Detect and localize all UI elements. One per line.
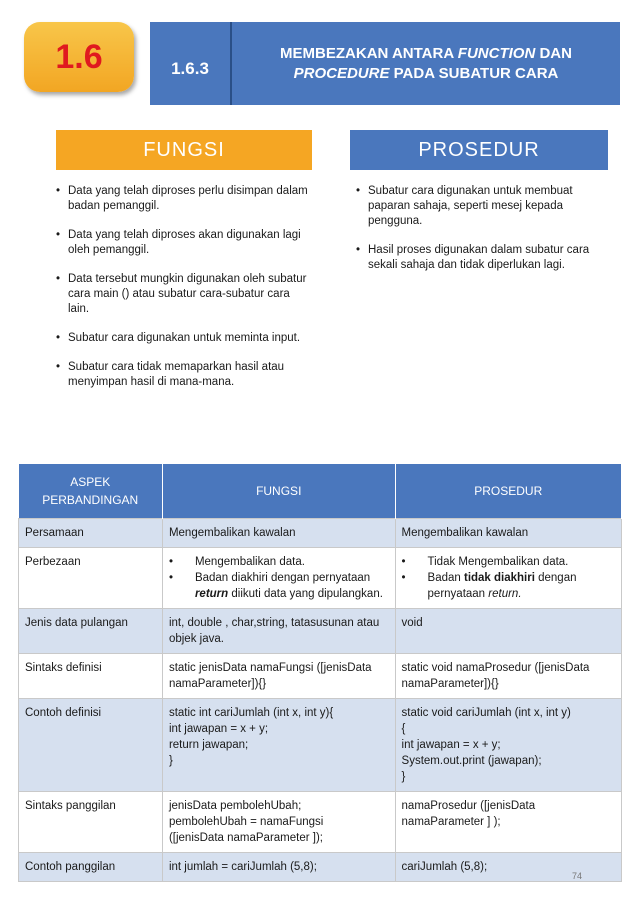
section-title (232, 22, 620, 105)
cell-aspek: Perbezaan (19, 548, 163, 609)
code-line: namaProsedur ([jenisData (401, 800, 536, 812)
list-item: • Subatur cara tidak memaparkan hasil atau menyimpan hasil di mana-mana. (56, 360, 308, 390)
cell-prosedur: void (395, 609, 621, 654)
cell-bullet: Badan tidak diakhiri dengan pernyataan return. (427, 572, 577, 600)
cell-aspek: Contoh definisi (19, 699, 163, 792)
header-fungsi: FUNGSI (162, 464, 395, 519)
comparison-table (18, 464, 622, 882)
cell-prosedur: static void namaProsedur ([jenisData namaParameter]){} (395, 654, 621, 699)
cell-aspek: Contoh panggilan (19, 853, 163, 882)
code-line: namaParameter ] ); (401, 816, 501, 828)
table-row (19, 699, 622, 792)
code-line: int jawapan = x + y; (168, 723, 269, 735)
subsection-code: 1.6.3 (171, 58, 209, 78)
code-line: return jawapan; (168, 739, 249, 751)
cell-aspek: Sintaks panggilan (19, 792, 163, 853)
code-line: static void cariJumlah (int x, int y) (401, 707, 571, 719)
title-procedure-word: PROCEDURE (293, 64, 390, 82)
cell-fungsi: static jenisData namaFungsi ([jenisData namaParameter]){} (162, 654, 395, 699)
header-aspek: ASPEK PERBANDINGAN (19, 464, 163, 519)
cell-aspek: Sintaks definisi (19, 654, 163, 699)
cell-fungsi (162, 792, 395, 853)
table-header-row (19, 464, 622, 519)
list-item: • Hasil proses digunakan dalam subatur cara sekali sahaja dan tidak diperlukan lagi. (356, 243, 600, 273)
cell-prosedur: Mengembalikan kawalan (395, 519, 621, 548)
title-text-2: DAN (535, 44, 572, 62)
cell-aspek: Jenis data pulangan (19, 609, 163, 654)
list-item: • Data yang telah diproses perlu disimpan dalam badan pemanggil. (56, 184, 308, 214)
cell-fungsi: int, double , char,string, tatasusunan atau objek java. (162, 609, 395, 654)
cell-fungsi (162, 699, 395, 792)
list-item: • Data tersebut mungkin digunakan oleh subatur cara main () atau subatur cara-subatur cara lain. (56, 272, 308, 317)
cell-fungsi: • Mengembalikan data. • Badan diakhiri dengan pernyataan return diikuti data yang dipulangkan. (162, 548, 395, 609)
cell-fungsi: int jumlah = cariJumlah (5,8); (162, 853, 395, 882)
code-line: int jawapan = x + y; (401, 739, 501, 751)
cell-prosedur: cariJumlah (5,8); (395, 853, 621, 882)
section-badge (24, 22, 134, 92)
prosedur-points (356, 184, 600, 287)
cell-prosedur (395, 792, 621, 853)
table-row (19, 548, 622, 609)
prosedur-heading: PROSEDUR (350, 130, 608, 170)
code-line: static int cariJumlah (int x, int y){ (168, 707, 334, 719)
code-line: } (168, 755, 173, 767)
code-line: System.out.print (jawapan); (401, 755, 542, 767)
title-text-3: PADA SUBATUR CARA (389, 64, 559, 82)
table-row (19, 853, 622, 882)
table-row (19, 609, 622, 654)
title-function-word: FUNCTION (457, 44, 536, 62)
cell-prosedur: • Tidak Mengembalikan data. • Badan tidak diakhiri dengan pernyataan return. (395, 548, 621, 609)
code-line: { (401, 723, 406, 735)
cell-bullet: Tidak Mengembalikan data. (427, 556, 569, 568)
fungsi-heading: FUNGSI (56, 130, 312, 170)
table-row (19, 654, 622, 699)
cell-fungsi: Mengembalikan kawalan (162, 519, 395, 548)
code-line: pembolehUbah = namaFungsi (168, 816, 324, 828)
table-row (19, 519, 622, 548)
list-item: • Subatur cara digunakan untuk membuat paparan sahaja, seperti mesej kepada pengguna. (356, 184, 600, 229)
code-line: } (401, 771, 406, 783)
cell-prosedur (395, 699, 621, 792)
cell-bullet: Mengembalikan data. (194, 556, 305, 568)
page-number: 74 (572, 871, 583, 881)
list-item: • Data yang telah diproses akan digunakan lagi oleh pemanggil. (56, 228, 308, 258)
cell-bullet: Badan diakhiri dengan pernyataan return diikuti data yang dipulangkan. (194, 572, 383, 600)
code-line: jenisData pembolehUbah; (168, 800, 302, 812)
header-prosedur: PROSEDUR (395, 464, 621, 519)
cell-aspek: Persamaan (19, 519, 163, 548)
section-number: 1.6 (55, 37, 103, 76)
table-row (19, 792, 622, 853)
list-item: • Subatur cara digunakan untuk meminta input. (56, 331, 308, 346)
section-header (150, 22, 620, 105)
code-line: ([jenisData namaParameter ]); (168, 832, 323, 844)
fungsi-points (56, 184, 308, 404)
title-text-1: MEMBEZAKAN ANTARA (280, 44, 458, 62)
